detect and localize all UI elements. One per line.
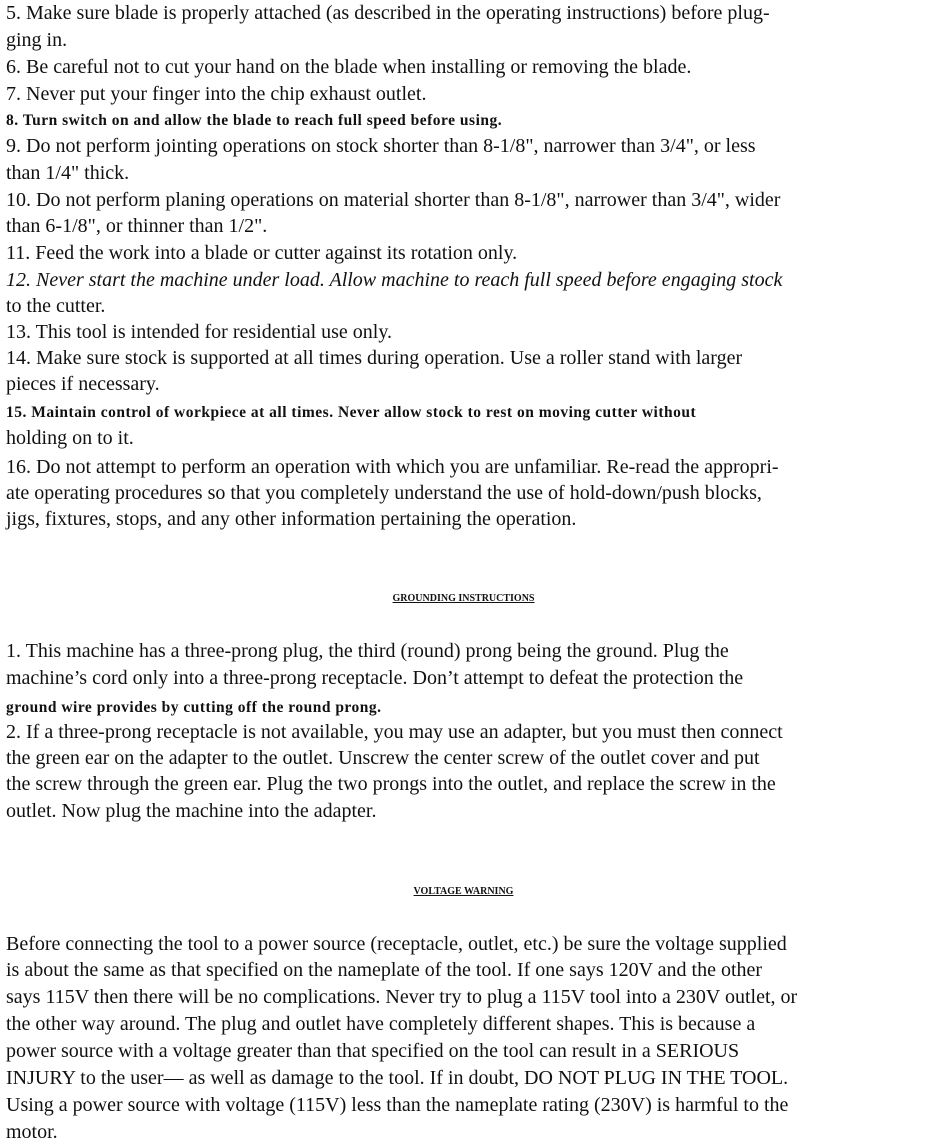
rule-line: 15. Maintain control of workpiece at all times. Never allow stock to rest on moving cutter without <box>6 404 697 421</box>
grounding-line: 1. This machine has a three-prong plug, the third (round) prong being the ground. Plug the <box>6 640 729 662</box>
rule-line: to the cutter. <box>6 295 106 317</box>
grounding-line: ground wire provides by cutting off the round prong. <box>6 699 382 716</box>
rule-line: ate operating procedures so that you completely understand the use of hold-down/push blocks, <box>6 482 762 504</box>
rule-line: 13. This tool is intended for residential use only. <box>6 321 393 343</box>
rule-line: 16. Do not attempt to perform an operation with which you are unfamiliar. Re-read the appropri- <box>6 456 779 478</box>
rule-line: 11. Feed the work into a blade or cutter against its rotation only. <box>6 242 518 264</box>
rule-line: 14. Make sure stock is supported at all times during operation. Use a roller stand with larger <box>6 347 743 369</box>
voltage-line: Before connecting the tool to a power source (receptacle, outlet, etc.) be sure the voltage supplied <box>6 933 787 955</box>
voltage-line: is about the same as that specified on the nameplate of the tool. If one says 120V and the other <box>6 959 763 981</box>
rule-line: holding on to it. <box>6 427 134 449</box>
voltage-line: Using a power source with voltage (115V) less than the nameplate rating (230V) is harmful to the <box>6 1094 789 1116</box>
rule-line: pieces if necessary. <box>6 373 160 395</box>
voltage-heading: VOLTAGE WARNING <box>413 886 514 897</box>
rule-line: ging in. <box>6 29 68 51</box>
voltage-line: INJURY to the user— as well as damage to the tool. If in doubt, DO NOT PLUG IN THE TOOL. <box>6 1067 789 1089</box>
voltage-line: power source with a voltage greater than that specified on the tool can result in a SERIOUS <box>6 1040 740 1062</box>
grounding-line: the green ear on the adapter to the outlet. Unscrew the center screw of the outlet cover and put <box>6 747 760 769</box>
rule-line: 7. Never put your finger into the chip exhaust outlet. <box>6 83 427 105</box>
grounding-heading: GROUNDING INSTRUCTIONS <box>392 593 535 604</box>
rule-line: 5. Make sure blade is properly attached (as described in the operating instructions) before plug- <box>6 2 770 24</box>
rule-line: than 6-1/8", or thinner than 1/2". <box>6 215 268 237</box>
rule-line: than 1/4" thick. <box>6 162 130 184</box>
grounding-line: 2. If a three-prong receptacle is not available, you may use an adapter, but you must then connect <box>6 721 783 743</box>
voltage-line: motor. <box>6 1121 58 1143</box>
rule-line: jigs, fixtures, stops, and any other information pertaining the operation. <box>6 508 577 530</box>
rule-line: 10. Do not perform planing operations on material shorter than 8-1/8", narrower than 3/4", wider <box>6 189 781 211</box>
grounding-line: outlet. Now plug the machine into the adapter. <box>6 800 377 822</box>
voltage-line: says 115V then there will be no complications. Never try to plug a 115V tool into a 230V outlet, or <box>6 986 798 1008</box>
rule-line: 12. Never start the machine under load. Allow machine to reach full speed before engaging stock <box>6 269 783 291</box>
rule-line: 6. Be careful not to cut your hand on the blade when installing or removing the blade. <box>6 56 692 78</box>
grounding-line: machine’s cord only into a three-prong receptacle. Don’t attempt to defeat the protection the <box>6 667 744 689</box>
rule-line: 9. Do not perform jointing operations on stock shorter than 8-1/8", narrower than 3/4", or less <box>6 135 756 157</box>
voltage-line: the other way around. The plug and outlet have completely different shapes. This is because a <box>6 1013 756 1035</box>
rule-line: 8. Turn switch on and allow the blade to reach full speed before using. <box>6 112 503 129</box>
grounding-line: the screw through the green ear. Plug the two prongs into the outlet, and replace the screw in the <box>6 773 776 795</box>
